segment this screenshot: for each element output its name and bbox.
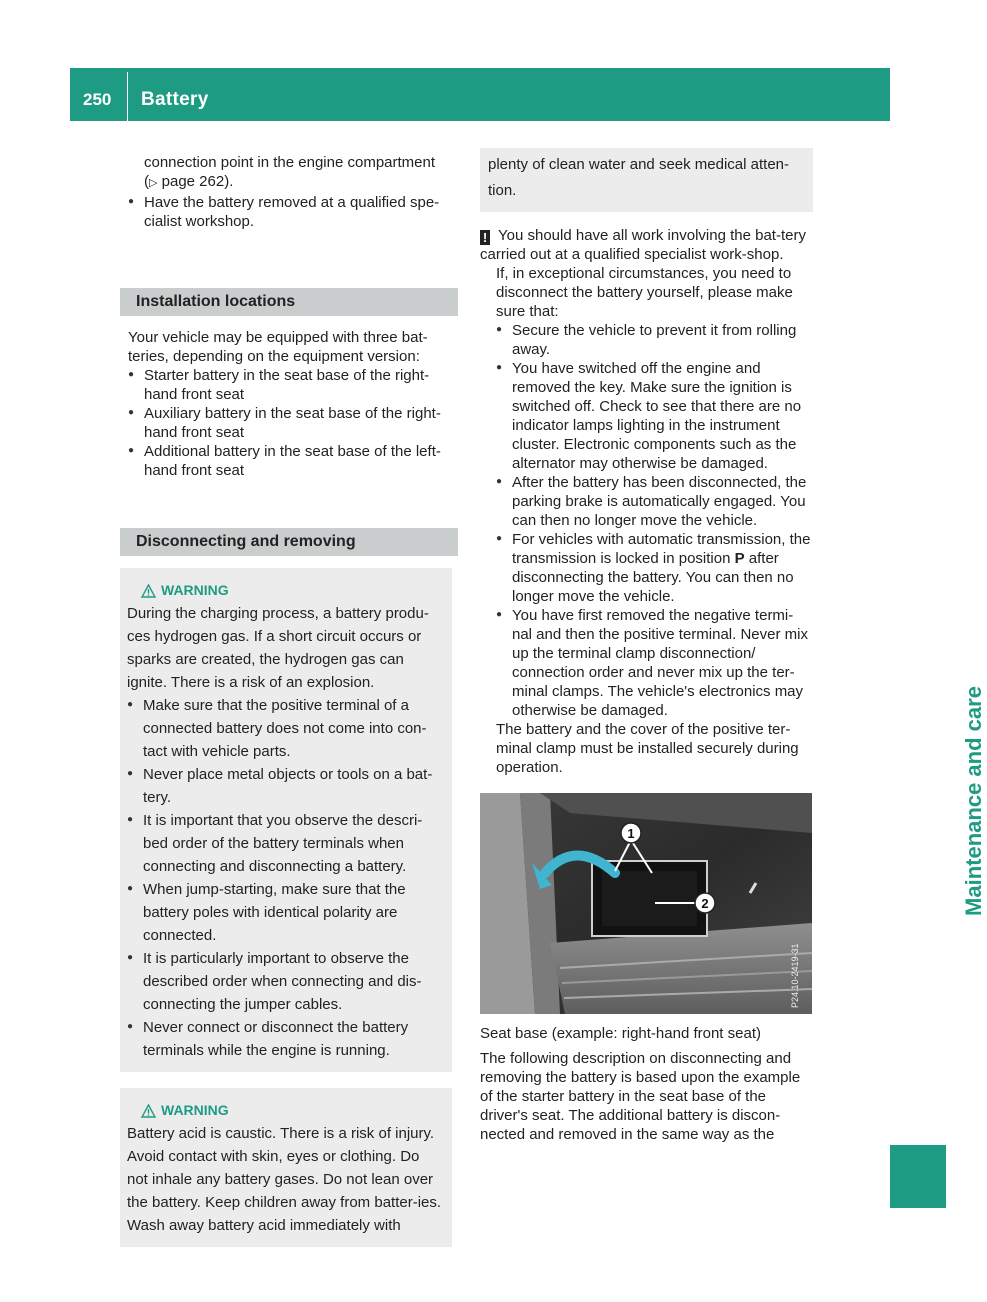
warning-header [127,1100,443,1120]
list-item: ● Secure the vehicle to prevent it from rolling away. [496,321,812,359]
figure-caption: Seat base (example: right-hand front seat) [480,1025,761,1042]
note-text: You should have all work involving the bat-tery carried out at a qualified specialist work-shop. [480,227,806,263]
note-paragraph-2: If, in exceptional circumstances, you need to disconnect the battery yourself, please make sure that: [496,265,793,320]
installation-heading: Installation locations [120,288,458,316]
list-item: ● Starter battery in the seat base of the right-hand front seat [128,366,458,404]
warning-text: During the charging process, a battery produ-ces hydrogen gas. If a short circuit occurs or sparks are created, the hydrogen gas can ignite. There is a risk of an explosion. [127,605,429,691]
intro-paragraph: connection point in the engine compartment (▷ page 262). [144,154,436,190]
list-item: ● Never connect or disconnect the battery terminals while the engine is running. [127,1016,443,1062]
installation-list [128,366,458,480]
installation-intro: Your vehicle may be equipped with three bat-teries, depending on the equipment version: [128,329,428,365]
left-column [128,153,458,1247]
note-list [480,321,812,720]
note-exclamation-icon: ! [480,230,490,245]
warning-label: WARNING [161,1102,229,1118]
warning-text: plenty of clean water and seek medical atten-tion. [488,156,790,199]
list-item: ● When jump-starting, make sure that the battery poles with identical polarity are connected. [127,878,443,947]
list-item: ● Never place metal objects or tools on a bat-tery. [127,763,443,809]
gear-position: P [734,550,745,567]
side-tab-label: Maintenance and care [961,686,986,916]
warning-box-explosion [120,568,452,1072]
warning-text: Battery acid is caustic. There is a risk of injury. Avoid contact with skin, eyes or clothing. Do not inhale any battery gases. Do not lean over the battery. Keep children away from batter-ies. Wash away battery acid immediately with [127,1125,442,1234]
warning-label: WARNING [161,582,229,598]
note-paragraph [480,226,812,264]
note-block [480,226,812,777]
warning-header [127,580,443,600]
warning-triangle-icon [141,584,156,598]
warning-box-acid [120,1088,452,1247]
list-item [496,530,812,606]
list-item-text: For vehicles with automatic transmission, the transmission is locked in position [512,531,811,567]
list-item: ● Additional battery in the seat base of the left-hand front seat [128,442,458,480]
list-item: ● It is particularly important to observe the described order when connecting and dis-connecting the jumper cables. [127,947,443,1016]
page-xref-link[interactable]: page 262). [161,173,234,190]
intro-text: connection point in the engine compartment [144,154,436,171]
list-item: ● Auxiliary battery in the seat base of the right-hand front seat [128,404,458,442]
warning-triangle-icon [141,1104,156,1118]
warning-list [127,694,443,1062]
xref-arrow-icon: ▷ [149,177,158,189]
note-closing: The battery and the cover of the positive ter-minal clamp must be installed securely during operation. [496,721,799,776]
figure-code: P24.10-2419-31 [790,943,800,1008]
callout-2: 2 [701,896,709,911]
side-tab [890,121,986,1208]
page-number: 250 [83,90,112,109]
page-title: Battery [141,89,209,110]
callout-1: 1 [627,826,635,841]
right-column [480,148,812,1144]
list-item: ● Have the battery removed at a qualified spe-cialist workshop. [128,193,458,231]
intro-bullets [128,193,458,231]
list-item: ● You have first removed the negative termi-nal and then the positive terminal. Never mix up the terminal clamp disconnection/ connection order and never mix up the ter-minal clamps. The vehicle's electronics may otherwise be damaged. [496,606,812,720]
header-divider [127,72,128,121]
closing-paragraph: The following description on disconnecting and removing the battery is based upon the example of the starter battery in the seat base of the driver's seat. The additional battery is discon-nected and removed in the same way as the [480,1050,801,1143]
list-item: ● It is important that you observe the descri-bed order of the battery terminals when connecting and disconnecting a battery. [127,809,443,878]
list-item: ● You have switched off the engine and removed the key. Make sure the ignition is switched off. Check to see that there are no indicator lamps lighting in the instrument cluster. Electronic components such as the alternator may otherwise be damaged. [496,359,812,473]
seat-base-figure [480,793,812,1014]
disconnecting-heading: Disconnecting and removing [120,528,458,556]
side-tab-block [890,1145,946,1208]
list-item: ● Make sure that the positive terminal of a connected battery does not come into con-tact with vehicle parts. [127,694,443,763]
list-item: ● After the battery has been disconnected, the parking brake is automatically engaged. You can then no longer move the vehicle. [496,473,812,530]
list-item-text: after disconnecting the battery. You can then no longer move the vehicle. [512,550,794,605]
seat-base-illustration [480,793,812,1014]
warning-box-continued [480,148,813,212]
